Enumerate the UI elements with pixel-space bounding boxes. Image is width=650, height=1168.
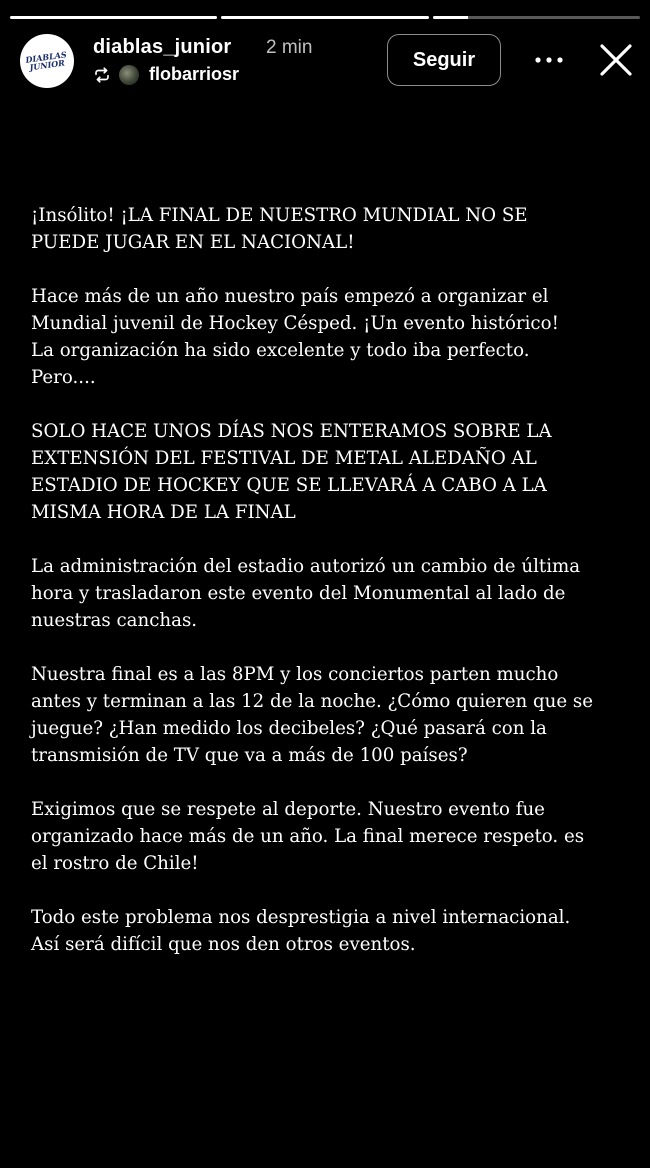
story-paragraph-5: Nuestra final es a las 8PM y los conciertos parten mucho antes y terminan a las 12 de la noche. ¿Cómo quieren que se juegue? ¿Han medido los decibeles? ¿Qué pasará con la transmisión de TV que va a más de 100 países? xyxy=(31,664,594,766)
story-text xyxy=(31,202,631,985)
story-paragraph-2: Hace más de un año nuestro país empezó a organizar el Mundial juvenil de Hockey Césped. ¡Un evento histórico! La organización ha sido excelente y todo iba perfecto. Pero.... xyxy=(31,286,559,388)
repost-icon xyxy=(93,66,111,84)
more-icon[interactable] xyxy=(532,48,566,72)
close-icon[interactable] xyxy=(598,42,634,78)
story-header xyxy=(20,34,634,90)
progress-segment-1 xyxy=(10,16,217,19)
reposter-avatar xyxy=(119,65,139,85)
story-paragraph-3: SOLO HACE UNOS DÍAS NOS ENTERAMOS SOBRE LA EXTENSIÓN DEL FESTIVAL DE METAL ALEDAÑO AL ESTADIO DE HOCKEY QUE SE LLEVARÁ A CABO A LA MISMA HORA DE LA FINAL xyxy=(31,421,552,523)
avatar[interactable] xyxy=(20,34,74,88)
follow-button[interactable]: Seguir xyxy=(387,34,501,86)
reposter-username: flobarriosr xyxy=(149,64,240,84)
username[interactable]: diablas_junior xyxy=(93,36,232,58)
reposted-from[interactable] xyxy=(93,64,239,85)
progress-segment-3 xyxy=(433,16,640,19)
progress-segment-2 xyxy=(221,16,428,19)
story-paragraph-4: La administración del estadio autorizó un cambio de última hora y trasladaron este evento del Monumental al lado de nuestras canchas. xyxy=(31,556,581,631)
post-time: 2 min xyxy=(266,37,313,58)
story-paragraph-1: ¡Insólito! ¡LA FINAL DE NUESTRO MUNDIAL NO SE PUEDE JUGAR EN EL NACIONAL! xyxy=(31,205,528,253)
avatar-logo: DIABLAS JUNIOR xyxy=(25,49,68,73)
story-paragraph-6: Exigimos que se respete al deporte. Nuestro evento fue organizado hace más de un año. La final merece respeto. es el rostro de Chile! xyxy=(31,799,585,874)
story-progress-bar xyxy=(10,16,640,19)
story-paragraph-7: Todo este problema nos desprestigia a nivel internacional. Así será difícil que nos den otros eventos. xyxy=(31,907,571,955)
